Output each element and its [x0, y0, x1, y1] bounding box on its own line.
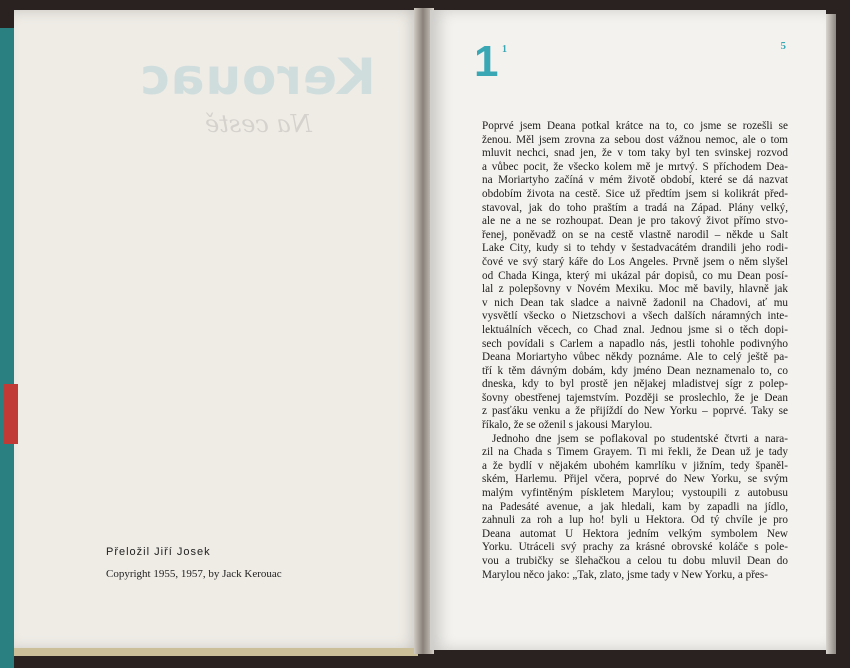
- text-line: řenej, poněvadž on se na cestě vlastně narodil – někde u Salt: [482, 228, 788, 241]
- copyright-notice: Copyright 1955, 1957, by Jack Kerouac: [106, 568, 282, 580]
- text-line: zahnuli za roh a lup ho! byli u Hektora. Od tý chvíle je pro: [482, 514, 788, 527]
- text-line: obdobím života na cestě. Sice už předtím jsem si kolikrát před-: [482, 187, 788, 200]
- text-line: v nich Dean tak sladce a naivně žadonil na Chadovi, ať mu: [482, 296, 788, 309]
- text-line: ženou. Měl jsem zrovna za sebou dost vážnou nemoc, ale o tom: [482, 133, 788, 146]
- text-line: Marylou něco jako: „Tak, zlato, jsme tady v New Yorku, a přes-: [482, 568, 768, 581]
- right-page: [430, 10, 826, 650]
- chapter-number-small: 1: [502, 44, 507, 55]
- cover-bottom-edge: [14, 648, 418, 656]
- paragraph-2: [482, 433, 788, 583]
- text-line: vou a trubičky se šlehačkou a celou tu dobu mluvil Dean do: [482, 555, 788, 567]
- text-line: na Padesáté avenue, a jak hledali, kam by zapadli na jídlo,: [482, 500, 788, 513]
- cover-edge-red: [4, 384, 18, 444]
- text-line: Deana Moriartyho vůbec někdy poznáme. Ale to celý ještě pa-: [482, 351, 788, 364]
- text-line: Poprvé jsem Deana potkal krátce na to, co jsme se rozešli se: [482, 120, 788, 132]
- text-line: lal z polepšovny v Novém Mexiku. Moc mě bavily, hlavně jak: [482, 283, 788, 296]
- text-line: dneska, kdy to byl prostě jen nějakej mladistvej sígr z polep-: [482, 378, 788, 391]
- text-line: tří k těm dávným dobám, kdy jméno Dean neznamenalo to, co: [482, 364, 788, 377]
- text-line: stavoval, jak do toho praštím a tradá na Západ. Plány velký,: [482, 201, 788, 214]
- text-line: Deana automat U Hektora jedním velkým symbolem New: [482, 527, 788, 540]
- text-line: šovny obestřenej tajemstvím. Později se proslechlo, že je Dean: [482, 391, 788, 404]
- text-line: ale ne a ne se rozhoupat. Dean je pro takový život přímo stvo-: [482, 215, 788, 228]
- text-line: ském, Harlemu. Přijel včera, poprvé do New Yorku, se svým: [482, 473, 788, 486]
- left-page: [14, 10, 420, 650]
- text-line: sech povídali s Carlem a napadlo nás, jestli tohohle podivnýho: [482, 337, 788, 350]
- cover-edge-teal: [0, 28, 14, 668]
- text-line: lektuálních věcech, co Chad znal. Jednou jsme si o těch dopi-: [482, 323, 788, 336]
- text-line: vysvětlí všecko o Nietzschovi a všech dalších náramných inte-: [482, 310, 788, 323]
- chapter-number: 1: [474, 37, 499, 86]
- page-edge-right: [826, 14, 836, 654]
- body-text: [482, 120, 788, 582]
- text-line: Lake City, kudy si to tehdy v šestadvacátém drandili jeho rodi-: [482, 242, 788, 255]
- text-line: z pasťáku venku a že přijíždí do New Yorku – poprvé. Taky se: [482, 405, 788, 418]
- text-line: mluvit nechci, snad jen, že v tom taky byl ten svinskej rozvod: [482, 147, 788, 160]
- text-line: od Chada Kinga, který mi ukázal pár dopisů, co mu Dean posí-: [482, 269, 788, 282]
- show-through-bleed: [104, 48, 404, 138]
- text-line: a vůbec pocit, že všecko kolem mě je mrtvý. S příchodem Dea-: [482, 160, 788, 173]
- text-line: a že bydlí v nějakém ubohém kamrlíku v jižním, tedy španěl-: [482, 459, 788, 472]
- text-line: Yorku. Utráceli svý prachy za krásné obrovské koláče s pole-: [482, 541, 788, 554]
- text-line: malým vyfintěným pískletem Marylou; vystoupili z autobusu: [482, 487, 788, 500]
- text-line: na Moriartyho začíná v mém životě období, které se dá nazvat: [482, 174, 788, 187]
- text-line: Jednoho dne jsem se poflakoval po studentské čtvrti a nara-: [492, 432, 788, 445]
- page-number: 5: [780, 40, 786, 52]
- translator-credit: Přeložil Jiří Josek: [106, 546, 211, 558]
- text-line: zil na Chada s Timem Grayem. Ti mi řekli, že Dean už je tady: [482, 446, 788, 459]
- text-line: čové ve svý starý káře do Los Angeles. Prvně jsem o něm slyšel: [482, 255, 788, 268]
- bleed-title: Kerouac: [139, 48, 376, 106]
- text-line: říkalo, že se oženil s jakousi Marylou.: [482, 419, 653, 432]
- bleed-subtitle: Na cestě: [205, 110, 312, 138]
- paragraph-1: [482, 120, 788, 433]
